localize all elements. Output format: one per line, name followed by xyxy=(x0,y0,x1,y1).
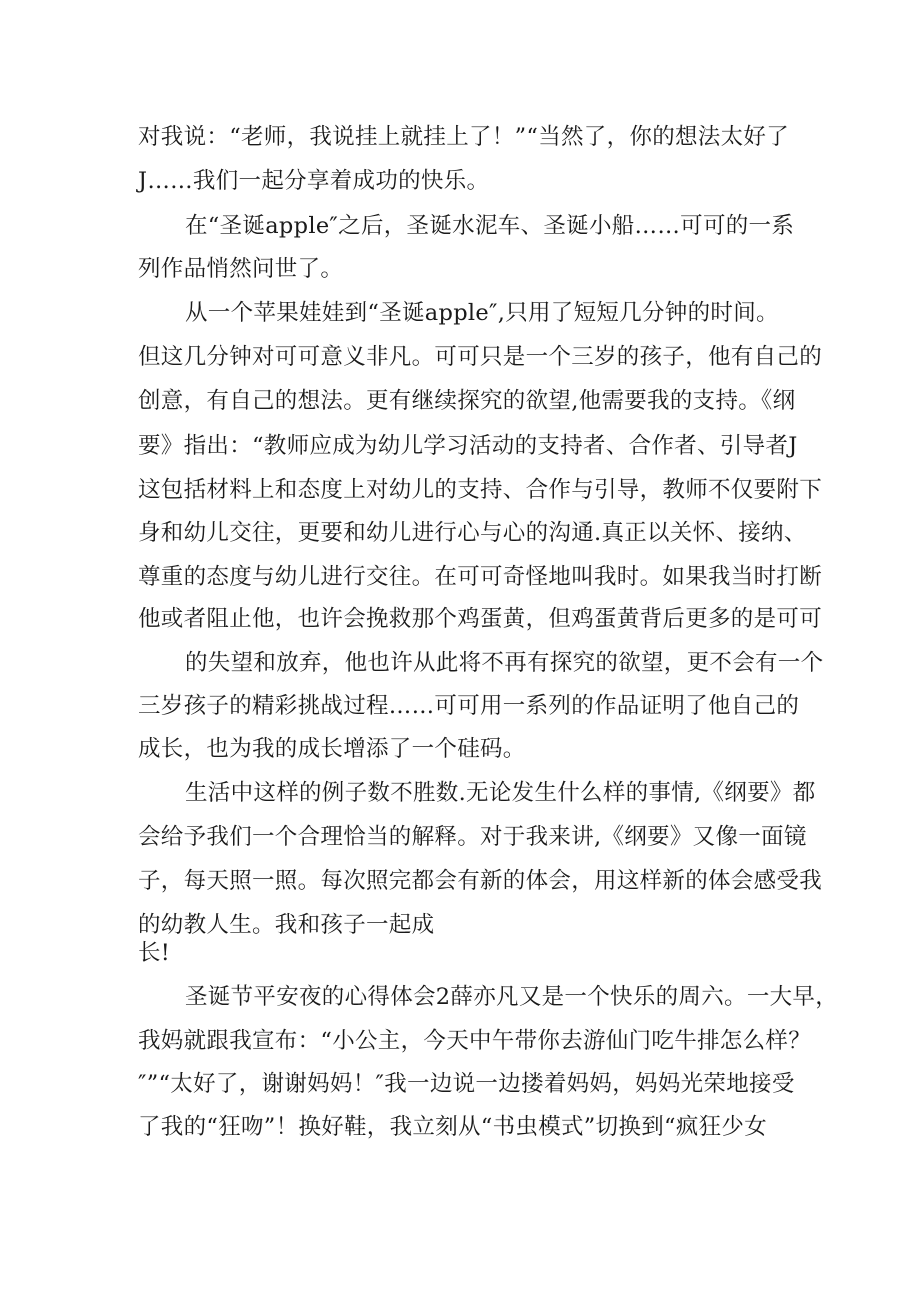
text-line: J……我们一起分享着成功的快乐。 xyxy=(138,168,490,194)
paragraph-start-line: 圣诞节平安夜的心得体会2薛亦凡又是一个快乐的周六。一大早， xyxy=(185,984,839,1010)
text-line: 要》指出：“教师应成为幼儿学习活动的支持者、合作者、引导者J xyxy=(138,433,798,459)
text-line: 我妈就跟我宣布：“小公主，今天中午带你去游仙门吃牛排怎么样？ xyxy=(138,1028,812,1054)
text-line: ″”“太好了，谢谢妈妈！″我一边说一边搂着妈妈，妈妈光荣地接受 xyxy=(138,1071,795,1097)
text-line: 他或者阻止他，也许会挽救那个鸡蛋黄，但鸡蛋黄背后更多的是可可 xyxy=(138,606,823,632)
text-line: 长! xyxy=(138,940,171,966)
text-line: 的幼教人生。我和孩子一起成 xyxy=(138,912,435,938)
text-line: 了我的“狂吻”！换好鞋，我立刻从“书虫模式”切换到“疯狂少女 xyxy=(138,1114,768,1140)
text-line: 身和幼儿交往，更要和幼儿进行心与心的沟通.真正以关怀、接纳、 xyxy=(138,520,807,546)
text-line: 创意，有自己的想法。更有继续探究的欲望,他需要我的支持。《纲 xyxy=(138,388,796,414)
paragraph-start-line: 生活中这样的例子数不胜数.无论发生什么样的事情,《纲要》都 xyxy=(185,780,816,806)
text-line: 成长，也为我的成长增添了一个硅码。 xyxy=(138,736,526,762)
paragraph-start-line: 在“圣诞apple″之后，圣诞水泥车、圣诞小船……可可的一系 xyxy=(185,213,795,239)
text-line: 这包括材料上和态度上对幼儿的支持、合作与引导，教师不仅要附下 xyxy=(138,477,823,503)
text-line: 的失望和放弃，他也许从此将不再有探究的欲望，更不会有一个 xyxy=(185,650,824,676)
text-line: 三岁孩子的精彩挑战过程……可可用一系列的作品证明了他自己的 xyxy=(138,693,800,719)
text-line: 对我说：“老师，我说挂上就挂上了！”“当然了，你的想法太好了 xyxy=(138,124,790,150)
text-line: 尊重的态度与幼儿进行交往。在可可奇怪地叫我时。如果我当时打断 xyxy=(138,564,823,590)
text-line: 列作品悄然问世了。 xyxy=(138,256,344,282)
text-line: 子，每天照一照。每次照完都会有新的体会，用这样新的体会感受我 xyxy=(138,868,823,894)
text-line: 会给予我们一个合理恰当的解释。对于我来讲,《纲要》又像一面镜 xyxy=(138,824,807,850)
paragraph-start-line: 从一个苹果娃娃到“圣诞apple″,只用了短短几分钟的时间。 xyxy=(185,300,779,326)
text-line: 但这几分钟对可可意义非凡。可可只是一个三岁的孩子，他有自己的 xyxy=(138,344,823,370)
